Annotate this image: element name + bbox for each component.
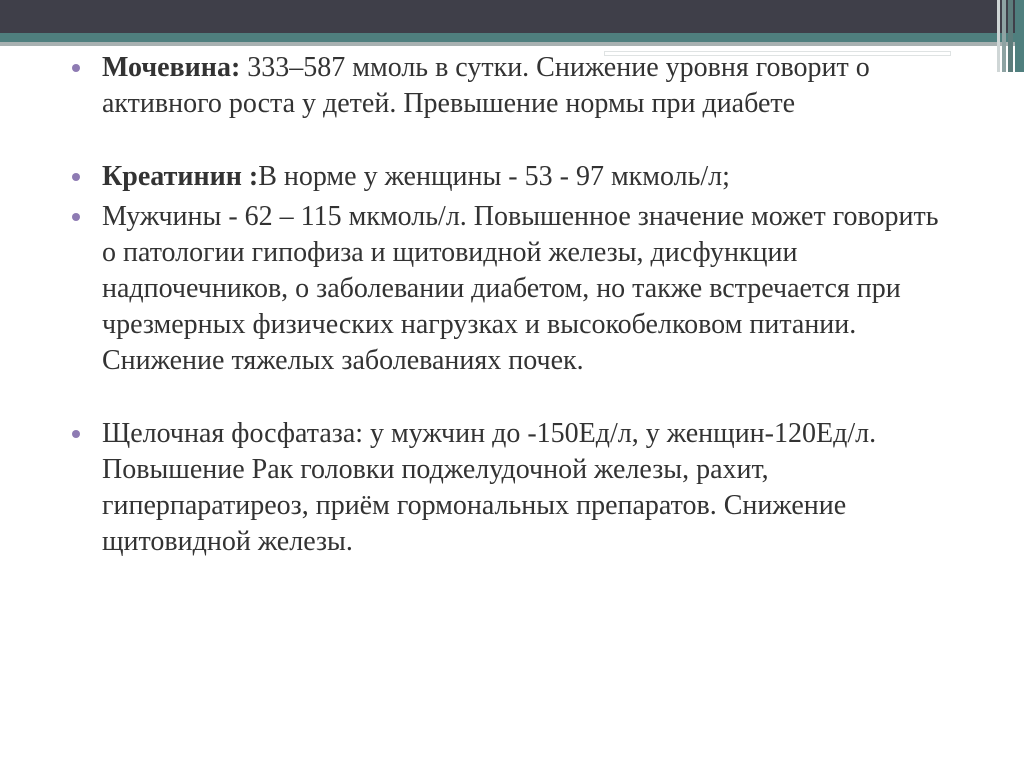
bullet-text: Мужчины - 62 – 115 мкмоль/л. Повышенное значение может говорить о патологии гипофиза и щитовидной железы, дисфункции надпочечников, о заболевании диабетом, но также встречается при чрезмерных физических нагрузках и высокобелковом питании. Снижение тяжелых заболеваниях почек. [102, 201, 939, 376]
header-band [0, 0, 1024, 33]
bullet-text: Щелочная фосфатаза: у мужчин до -150Ед/л, у женщин-120Ед/л. Повышение Рак головки поджелудочной железы, рахит, гиперпаратиреоз, приём гормональных препаратов. Снижение щитовидной железы. [102, 418, 877, 557]
corner-stripe [1002, 0, 1006, 72]
bullet-urea [72, 50, 952, 122]
corner-stripe [1015, 0, 1024, 72]
bullet-dot-icon [72, 173, 80, 181]
header-accent-stripe [0, 33, 1024, 42]
bullet-term: Креатинин : [102, 161, 259, 192]
corner-decoration [994, 0, 1024, 72]
bullet-creatinine-men [72, 199, 952, 379]
header-gray-stripe [0, 42, 1024, 46]
bullet-creatinine [72, 159, 952, 195]
bullet-dot-icon [72, 430, 80, 438]
bullet-dot-icon [72, 64, 80, 72]
corner-stripe [1008, 0, 1013, 72]
bullet-text: В норме у женщины - 53 - 97 мкмоль/л; [258, 161, 730, 192]
bullet-text: 333–587 ммоль в сутки. Снижение уровня говорит о активного роста у детей. Превышение нормы при диабете [102, 52, 870, 119]
bullet-term: Мочевина: [102, 52, 241, 83]
bullet-list [72, 50, 952, 560]
corner-stripe [997, 0, 1000, 72]
bullet-dot-icon [72, 213, 80, 221]
bullet-alkaline-phosphatase [72, 416, 952, 560]
